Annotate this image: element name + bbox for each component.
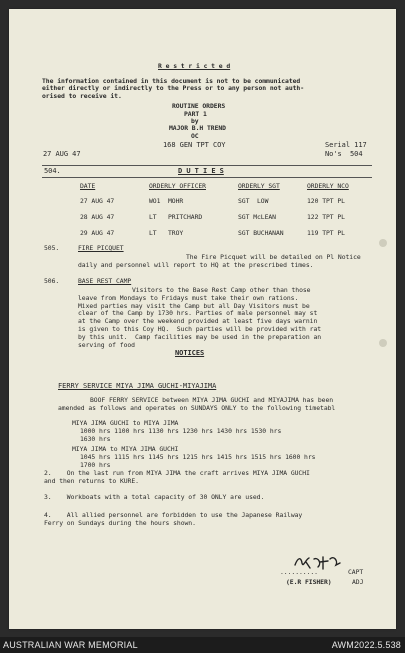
signature-rank: CAPT [348, 568, 364, 576]
notice-line: either directly or indirectly to the Press or to any person not auth- [42, 84, 305, 92]
order-numbers: No's 504 [325, 150, 363, 158]
table-cell: SGT LOW [238, 197, 269, 205]
paragraph-line: Mixed parties may visit the Camp but all Day Visitors must be [78, 302, 310, 310]
paragraph-line: daily and personnel will report to HQ at the prescribed times. [78, 261, 314, 269]
notice-item: and then returns to KURE. [44, 477, 139, 485]
paragraph-line: The Fire Picquet will be detailed on Pl Notice [186, 253, 361, 261]
paragraph-line: clear of the Camp by 1730 hrs. Parties of male personnel may st [78, 309, 318, 317]
paragraph-line: Visitors to the Base Rest Camp other than those [132, 286, 311, 294]
table-cell: WO1 MOHR [149, 197, 184, 205]
paragraph-line: is given to this Coy HQ. Such parties will be provided with rat [78, 325, 322, 333]
table-cell: 119 TPT PL [307, 229, 345, 237]
table-cell: 122 TPT PL [307, 213, 345, 221]
title-line: MAJOR B.H TREND [169, 124, 226, 132]
timetable-line: 1700 hrs [80, 461, 111, 469]
punch-hole-bottom [379, 339, 387, 347]
section-heading: D U T I E S [178, 167, 224, 175]
title-line: OC [191, 132, 199, 140]
paragraph-line: at the Camp over the weekend provided at least five days warnin [78, 317, 318, 325]
serial-number: Serial 117 [325, 141, 367, 149]
paragraph-line: leave from Mondays to Fridays must take their own rations. [78, 294, 299, 302]
classification: R e s t r i c t e d [158, 62, 231, 70]
table-cell: 120 TPT PL [307, 197, 345, 205]
timetable-line: 1045 hrs 1115 hrs 1145 hrs 1215 hrs 1415 hrs 1515 hrs 1600 hrs [80, 453, 316, 461]
table-cell: SGT McLEAN [238, 213, 276, 221]
item-number: 505. [44, 244, 60, 252]
notice-item: 3. Workboats with a total capacity of 30 ONLY are used. [44, 493, 265, 501]
signature-unit: ADJ [352, 578, 364, 586]
item-number: 504. [44, 167, 61, 175]
title-line: ROUTINE ORDERS [172, 102, 226, 110]
divider [42, 165, 372, 166]
route-heading: MIYA JIMA to MIYA JIMA GUCHI [72, 445, 179, 453]
divider [42, 177, 372, 178]
order-date: 27 AUG 47 [43, 150, 81, 158]
footer-accession: AWM2022.5.538 [331, 640, 401, 650]
punch-hole-top [379, 239, 387, 247]
title-line: 168 GEN TPT COY [163, 141, 226, 149]
timetable-line: 1630 hrs [80, 435, 111, 443]
column-header: ORDERLY OFFICER [149, 182, 206, 190]
section-heading: BASE REST CAMP [78, 277, 132, 285]
table-cell: SGT BUCHANAN [238, 229, 284, 237]
signature-name: (E.R FISHER) [286, 578, 332, 586]
timetable-line: 1000 hrs 1100 hrs 1130 hrs 1230 hrs 1430 hrs 1530 hrs [80, 427, 282, 435]
table-cell: LT TROY [149, 229, 184, 237]
notice-item: Ferry on Sundays during the hours shown. [44, 519, 196, 527]
column-header: ORDERLY SGT [238, 182, 280, 190]
title-line: PART 1 [184, 110, 207, 118]
archive-footer [0, 637, 405, 653]
column-header: ORDERLY NCO [307, 182, 349, 190]
title-line: by [191, 117, 199, 125]
footer-institution: AUSTRALIAN WAR MEMORIAL [3, 640, 138, 650]
signature-dots: .......... [280, 568, 318, 576]
notices-heading: NOTICES [175, 349, 205, 357]
table-cell: LT PRITCHARD [149, 213, 203, 221]
paragraph-line: amended as follows and operates on SUNDAYS ONLY to the following timetabl [58, 404, 336, 412]
paragraph-line: by this unit. Camp facilities may be used in the preparation an [78, 333, 322, 341]
notice-item: 4. All allied personnel are forbidden to use the Japanese Railway [44, 511, 303, 519]
paragraph-line: BOOF FERRY SERVICE between MIYA JIMA GUCHI and MIYAJIMA has been [90, 396, 334, 404]
notice-line: orised to receive it. [42, 92, 122, 100]
paragraph-line: serving of food [78, 341, 135, 349]
item-number: 506. [44, 277, 60, 285]
column-header: DATE [80, 182, 96, 190]
table-cell: 28 AUG 47 [80, 213, 115, 221]
ferry-heading: FERRY SERVICE MIYA JIMA GUCHI-MIYAJIMA [58, 382, 217, 390]
notice-item: 2. On the last run from MIYA JIMA the craft arrives MIYA JIMA GUCHI [44, 469, 310, 477]
table-cell: 27 AUG 47 [80, 197, 115, 205]
section-heading: FIRE PICQUET [78, 244, 124, 252]
route-heading: MIYA JIMA GUCHI to MIYA JIMA [72, 419, 179, 427]
notice-line: The information contained in this document is not to be communicated [42, 77, 301, 85]
table-cell: 29 AUG 47 [80, 229, 115, 237]
